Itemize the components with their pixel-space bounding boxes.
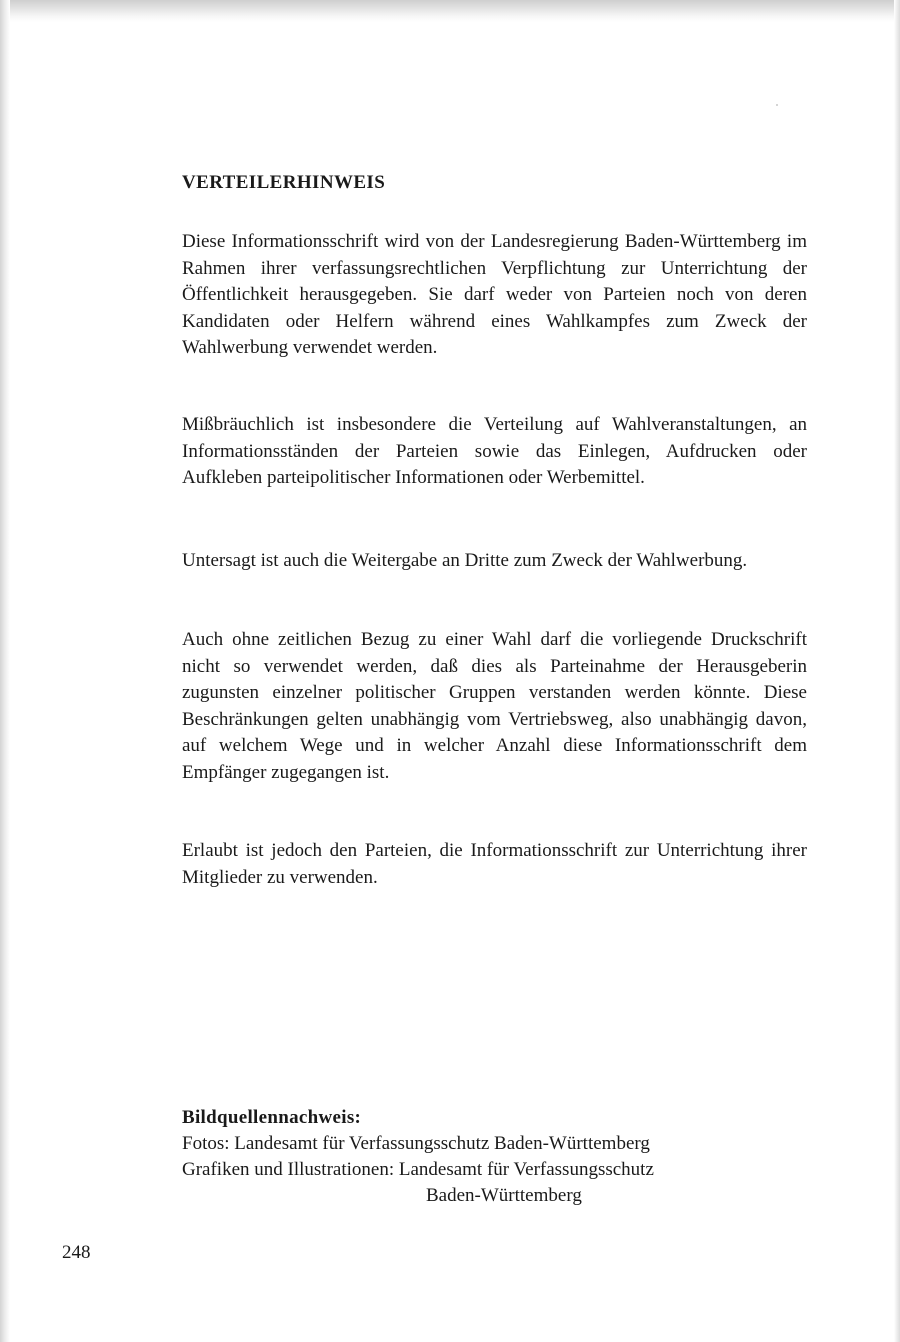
paragraph-third-party: Untersagt ist auch die Weitergabe an Dritte zum Zweck der Wahlwerbung. (182, 550, 748, 571)
paragraph-no-election-context: Auch ohne zeitlichen Bezug zu einer Wahl darf die vorliegende Druckschrift nicht so verwendet werden, daß dies als Parteinahme der Herausgeberin zugunsten einzelner politischer Gruppen verstanden werden könnte. Diese Beschränkungen gelten unabhängig vom Vertriebsweg, also unabhängig davon, auf welchem Wege und in welcher Anzahl diese Informationsschrift dem Empfänger zugegangen ist. (182, 629, 807, 783)
credits-photos: Fotos: Landesamt für Verfassungsschutz Baden-Württemberg (182, 1133, 650, 1154)
paragraph-distribution-notice: Diese Informationsschrift wird von der Landesregierung Baden-Württemberg im Rahmen ihrer verfassungsrechtlichen Verpflichtung zur Unterrichtung der Öffentlichkeit herausgegeben. Sie darf weder von Parteien noch von deren Kandidaten oder Helfern während eines Wahlkampfes zum Zweck der Wahlwerbung verwendet werden. (182, 231, 807, 358)
scan-right-edge (894, 0, 900, 1342)
credits-graphics-continued: Baden-Württemberg (426, 1185, 582, 1206)
paragraph-party-members: Erlaubt ist jedoch den Parteien, die Informationsschrift zur Unterrichtung ihrer Mitglieder zu verwenden. (182, 840, 807, 888)
credits-graphics: Grafiken und Illustrationen: Landesamt für Verfassungsschutz (182, 1159, 654, 1180)
scan-top-edge (0, 0, 900, 22)
page-heading: VERTEILERHINWEIS (182, 172, 386, 193)
paragraph-misuse: Mißbräuchlich ist insbesondere die Verteilung auf Wahlveranstaltungen, an Informationsständen der Parteien sowie das Einlegen, Aufdrucken oder Aufkleben parteipolitischer Informationen oder Werbemittel. (182, 414, 807, 488)
image-credits (182, 1105, 802, 1209)
scan-left-edge (0, 0, 10, 1342)
scan-speck (776, 104, 778, 106)
page-number: 248 (62, 1242, 91, 1263)
credits-title: Bildquellennachweis: (182, 1107, 362, 1128)
